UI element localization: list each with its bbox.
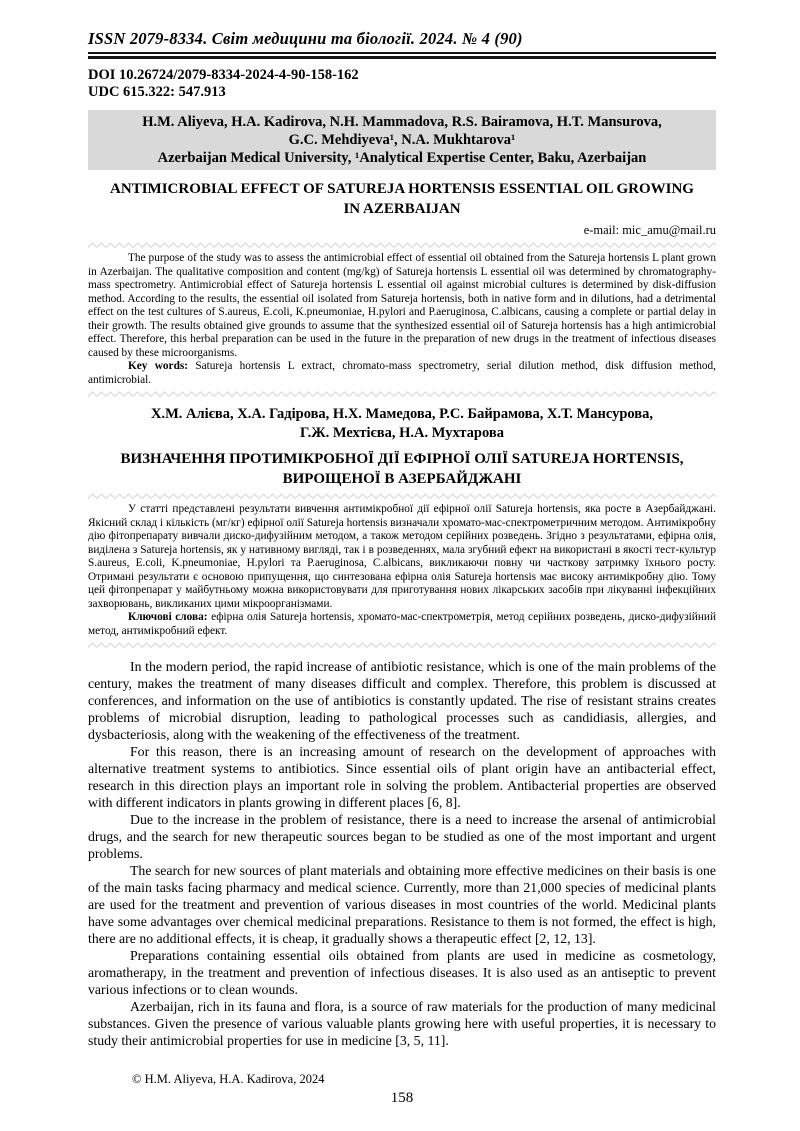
journal-header: ISSN 2079-8334. Світ медицини та біології. 2024. № 4 (90) xyxy=(88,29,523,48)
body-paragraph: In the modern period, the rapid increase of antibiotic resistance, which is one of the main problems of the century, makes the treatment of many diseases difficult and complex. Therefore, this problem is discussed at conferences, and information on the use of antibiotics is constantly updated. The rise of resistant strains creates problems of microbial disruption, leading to pathological processes such as candidiasis, allergies, and dysbacteriosis, along with the weakening of the effectiveness of the treatment. xyxy=(88,659,716,742)
keywords-uk-text: ефірна олія Satureja hortensis, хромато-мас-спектрометрія, метод серійних розведень, диско-дифузійний метод, антимікробний ефект. xyxy=(88,611,716,637)
body-paragraph: Preparations containing essential oils obtained from plants are used in medicine as cosmetology, aromatherapy, in the treatment and prevention of infectious diseases. It is also used as an antiseptic to prevent various infections or to clean wounds. xyxy=(88,948,716,997)
keywords-en xyxy=(88,360,716,387)
authors-en-line2: G.C. Mehdiyeva¹, N.A. Mukhtarova¹ xyxy=(288,132,516,148)
abstract-uk xyxy=(88,503,716,638)
authors-uk-line1: Х.М. Алієва, Х.А. Гадірова, Н.Х. Мамедова, Р.С. Байрамова, Х.Т. Мансурова, xyxy=(151,406,653,422)
udc-line: UDC 615.322: 547.913 xyxy=(88,84,226,100)
article-title-uk-line1: ВИЗНАЧЕННЯ ПРОТИМІКРОБНОЇ ДІЇ ЕФІРНОЇ ОЛІЇ SATUREJA HORTENSIS, xyxy=(120,451,684,467)
authors-box xyxy=(88,110,716,170)
keywords-uk-label: Ключові слова: xyxy=(128,611,208,623)
zigzag-divider xyxy=(88,241,716,249)
keywords-en-label: Key words: xyxy=(128,360,189,372)
keywords-uk xyxy=(88,611,716,638)
article-title-en-line2: IN AZERBAIJAN xyxy=(343,201,461,217)
authors-en-line1: H.M. Aliyeva, H.A. Kadirova, N.H. Mammadova, R.S. Bairamova, H.T. Mansurova, xyxy=(142,114,662,130)
zigzag-divider xyxy=(88,641,716,649)
abstract-en-text: The purpose of the study was to assess the antimicrobial effect of essential oil obtained from the Satureja hortensis L plant grown in Azerbaijan. The qualitative composition and content (mg/kg) of Satureja hortensis L essential oil was determined by chromatography-mass spectrometry. Antimicrobial effect of Satureja hortensis L essential oil against microbial cultures is determined by disk-diffusion method. According to the results, the essential oil isolated from Satureja hortensis, both in native form and in dilutions, had a detrimental effect on the test cultures of S.aureus, E.coli, K.pneumoniae, H.pylori and P.aeruginosa, C.albicans, causing a complete or partial delay in their growth. The results obtained give grounds to assume that the synthesized essential oil of Satureja hortensis has a high antimicrobial effect. Therefore, this herbal preparation can be used in the future in the preparation of new drugs in the treatment of infectious diseases caused by these microorganisms. xyxy=(88,252,716,359)
article-title-en-line1: ANTIMICROBIAL EFFECT OF SATUREJA HORTENSIS ESSENTIAL OIL GROWING xyxy=(110,181,694,197)
copyright-line: © H.M. Aliyeva, H.A. Kadirova, 2024 xyxy=(132,1072,325,1086)
header-double-rule xyxy=(88,52,716,59)
article-title-uk xyxy=(88,449,716,489)
zigzag-divider xyxy=(88,492,716,500)
email-line: e-mail: mic_amu@mail.ru xyxy=(583,223,716,237)
keywords-en-text: Satureja hortensis L extract, chromato-mass spectrometry, serial dilution method, disk diffusion method, antimicrobial. xyxy=(88,360,716,386)
body-paragraph: For this reason, there is an increasing amount of research on the development of approaches with alternative treatment systems to antibiotics. Since essential oils of plant origin have an antibacterial effect, research in this direction plays an important role in solving the problem. Antibacterial properties are observed with different indicators in plants growing in different places [6, 8]. xyxy=(88,744,716,810)
article-title-en xyxy=(88,179,716,219)
page-number: 158 xyxy=(390,1090,414,1106)
doi-line: DOI 10.26724/2079-8334-2024-4-90-158-162 xyxy=(88,67,359,83)
affiliation-en: Azerbaijan Medical University, ¹Analytical Expertise Center, Baku, Azerbaijan xyxy=(157,150,647,166)
authors-uk-line2: Г.Ж. Мехтієва, Н.А. Мухтарова xyxy=(300,425,504,441)
page-footer xyxy=(88,1072,716,1107)
article-body xyxy=(88,658,716,1049)
body-paragraph: Azerbaijan, rich in its fauna and flora, is a source of raw materials for the production of many medicinal substances. Given the presence of various valuable plants growing here with useful properties, it is necessary to study their antimicrobial properties for use in medicine [3, 5, 11]. xyxy=(88,999,716,1048)
body-paragraph: The search for new sources of plant materials and obtaining more effective medicines on their basis is one of the main tasks facing pharmacy and medical science. Currently, more than 21,000 species of medicinal plants are used for the treatment and prevention of various diseases in most countries of the world. Medicinal plants have some advantages over chemical medicinal preparations. Resistance to them is not formed, the effect is high, there are no additional effects, it is cheap, it gradually shows a therapeutic effect [2, 12, 13]. xyxy=(88,863,716,946)
body-paragraph: Due to the increase in the problem of resistance, there is a need to increase the arsenal of antimicrobial drugs, and the search for new therapeutic sources began to be studied as one of the most important and urgent problems. xyxy=(88,812,716,861)
article-title-uk-line2: ВИРОЩЕНОЇ В АЗЕРБАЙДЖАНІ xyxy=(282,471,522,487)
zigzag-divider xyxy=(88,390,716,398)
authors-uk xyxy=(88,405,716,443)
abstract-en xyxy=(88,252,716,387)
abstract-uk-text: У статті представлені результати вивчення антимікробної дії ефірної олії Satureja hortensis, яка росте в Азербайджані. Якісний склад і кількість (мг/кг) ефірної олії Satureja hortensis визначали хромато-мас-спектрометричним методом. Антимікробну дію фітопрепарату вивчали диско-дифузійним методом, а також методом серійних розведень. Згідно з результатами, ефірна олія, виділена з Satureja hortensis, як у нативному вигляді, так і в розведеннях, мала згубний ефект на використані в якості тест-культур S.aureus, E.coli, K.pneumoniae, H.pylori та P.aeruginosa, C.albicans, викликаючи повну чи часткову затримку їхнього росту. Отримані результати є основою припущення, що синтезована ефірна олія Satureja hortensis має високу антимікробну дію. Тому цей фітопрепарат у майбутньому можна використовувати для приготування нових лікарських засобів при лікуванні інфекційних захворювань, викликаних цими мікроорганізмами. xyxy=(88,503,716,610)
